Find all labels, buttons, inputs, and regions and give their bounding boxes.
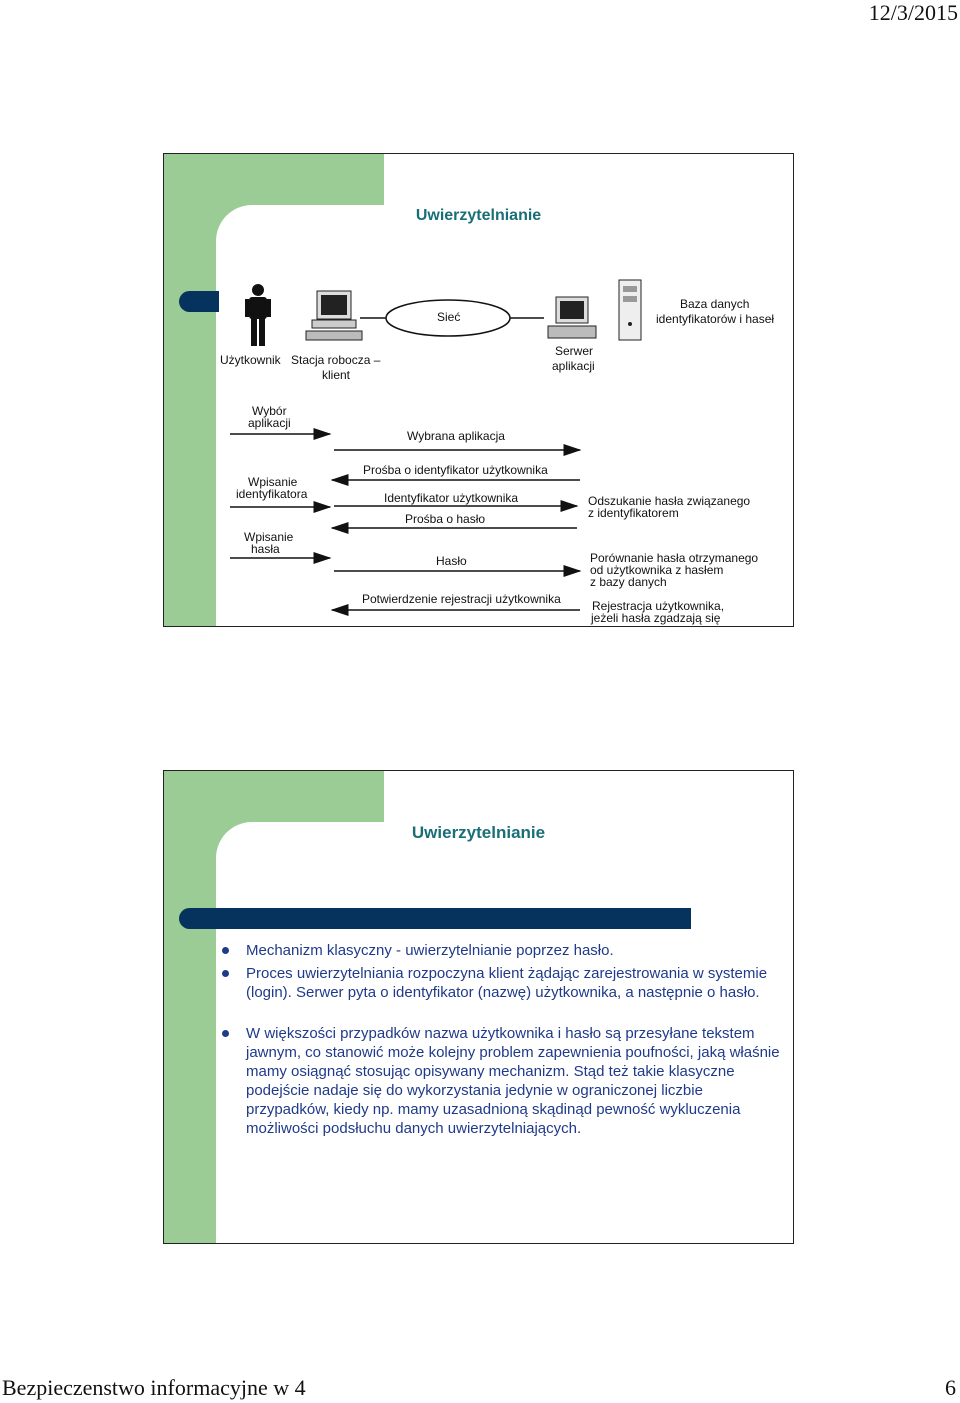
- label-enter-id-2: identyfikatora: [236, 487, 308, 501]
- label-db-1: Baza danych: [680, 297, 750, 311]
- label-server-1: Serwer: [555, 344, 594, 358]
- label-register-2: jeżeli hasła zgadzają się: [591, 611, 721, 625]
- label-enter-id-1: Wpisanie: [248, 475, 298, 489]
- slide-title: Uwierzytelnianie: [411, 823, 546, 842]
- label-find-1: Odszukanie hasła związanego: [588, 494, 751, 508]
- footer-title: Bezpieczenstwo informacyjne w 4: [2, 1375, 306, 1400]
- label-user: Użytkownik: [220, 353, 281, 367]
- database-icon: [619, 280, 641, 340]
- label-user-id: Identyfikator użytkownika: [384, 491, 519, 505]
- slide-header-strip: [384, 771, 793, 822]
- label-ask-pw: Prośba o hasło: [405, 512, 486, 526]
- label-ask-id: Prośba o identyfikator użytkownika: [363, 463, 548, 477]
- label-server-2: aplikacji: [552, 359, 595, 373]
- label-network: Sieć: [437, 310, 461, 324]
- label-compare-2: od użytkownika z hasłem: [590, 563, 724, 577]
- label-confirm: Potwierdzenie rejestracji użytkownika: [362, 592, 561, 606]
- navy-bar: [179, 908, 691, 929]
- header-date: 12/3/2015: [868, 0, 958, 25]
- label-enter-pw-2: hasła: [251, 542, 280, 556]
- label-chosen-app: Wybrana aplikacja: [407, 429, 505, 443]
- bullet-item: Mechanizm klasyczny - uwierzytelnianie poprzez hasło.: [246, 941, 786, 960]
- label-choose-app-2: aplikacji: [248, 416, 291, 430]
- page-number: 6: [945, 1375, 956, 1400]
- label-choose-app-1: Wybór: [252, 404, 287, 418]
- label-find-2: z identyfikatorem: [588, 506, 679, 520]
- slide-title: Uwierzytelnianie: [415, 207, 542, 224]
- bullet-item: Proces uwierzytelniania rozpoczyna klient żądając zarejestrowania w systemie (login). Serwer pyta o identyfikator (nazwę) użytkownika, a następnie o hasło.: [246, 964, 786, 1002]
- label-compare-1: Porównanie hasła otrzymanego: [590, 551, 759, 565]
- server-icon: [548, 297, 596, 338]
- label-password: Hasło: [436, 554, 467, 568]
- label-enter-pw-1: Wpisanie: [244, 530, 294, 544]
- bullet-item: W większości przypadków nazwa użytkownika i hasło są przesyłane tekstem jawnym, co stanowić może kolejny problem zapewnienia poufności, jaką właśnie mamy osiągnąć stosując opisywany mechanizm. Stąd też takie klasyczne podejście nadaje się do wykorzystania jedynie w ograniczonej liczbie przypadków, kiedy np. mamy uzasadnioną skądinąd pewność wykluczenia możliwości podsłuchu danych uwierzytelniających.: [246, 1024, 786, 1138]
- label-client-1: Stacja robocza –: [291, 353, 381, 367]
- slide-1: [163, 153, 794, 627]
- label-client-2: klient: [322, 368, 351, 382]
- label-db-2: identyfikatorów i haseł: [656, 312, 775, 326]
- workstation-icon: [306, 291, 362, 340]
- bullet-list: [246, 941, 786, 1142]
- label-compare-3: z bazy danych: [590, 575, 667, 589]
- label-register-1: Rejestracja użytkownika,: [592, 599, 725, 613]
- slide-2: [163, 770, 794, 1244]
- user-icon: [245, 284, 271, 346]
